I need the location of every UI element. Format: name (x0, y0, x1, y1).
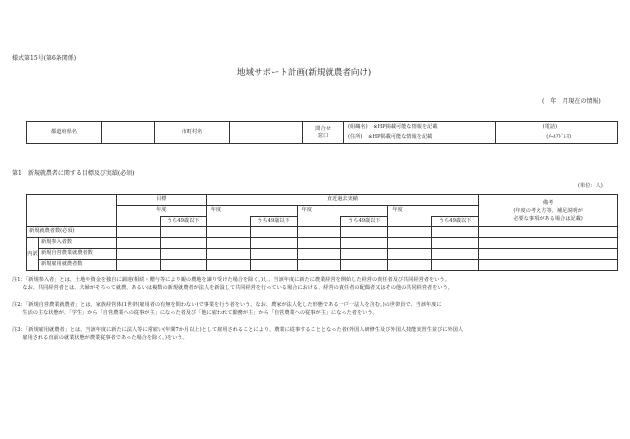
recent3-total-head (388, 217, 432, 227)
table-cell[interactable] (479, 238, 618, 249)
row-employed-label: 新規雇用就農者数 (38, 260, 116, 271)
table-row (27, 260, 618, 271)
table-cell[interactable] (341, 260, 388, 271)
recent1-total-head (206, 217, 250, 227)
page-title: 地域サポート計画(新規就農者向け) (237, 68, 372, 78)
prefecture-value[interactable] (102, 122, 155, 144)
table-cell[interactable] (206, 260, 250, 271)
recent3-fiscal-year: 年度 (388, 206, 479, 217)
recent2-total-head (297, 217, 341, 227)
table-cell[interactable] (297, 227, 341, 238)
mail-cell[interactable] (496, 133, 618, 144)
table-cell[interactable] (206, 249, 250, 260)
row-entry-label: 新規参入者数 (38, 238, 116, 249)
table-cell[interactable] (160, 238, 206, 249)
note-3: 注3：「新規雇用就農者」とは、当該年度に新たに法人等に常雇い(年間7か月以上)として雇用されることにより、農業に従事することとなった者(外国人研修生及び外国人技能実習生並びに外国人 (12, 327, 464, 333)
table-cell[interactable] (341, 249, 388, 260)
table-cell[interactable] (250, 227, 297, 238)
table-cell[interactable] (297, 238, 341, 249)
table-row (27, 227, 618, 238)
municipality-value[interactable] (230, 122, 303, 144)
contact-label: 問合せ 窓口 (303, 122, 344, 144)
table-cell[interactable] (116, 249, 160, 260)
recent1-under49: うち49歳以下 (250, 217, 297, 227)
phone-cell[interactable] (496, 122, 618, 133)
recent1-fiscal-year: 年度 (206, 206, 297, 217)
table-cell[interactable] (432, 249, 479, 260)
note-1: 注1：「新規参入者」とは、土地や資金を独自に調達(相続・贈与等により親の農地を譲り受けた場合を除く。)し、当該年度に新たに農業経営を開始した経営の責任者及び共同経営者をいう。 (12, 277, 450, 283)
table-cell[interactable] (297, 249, 341, 260)
table-cell[interactable] (388, 238, 432, 249)
target-total-head (116, 217, 160, 227)
table-cell[interactable] (479, 260, 618, 271)
table-cell[interactable] (432, 260, 479, 271)
contact-table (26, 121, 618, 144)
form-number: 様式第15号(第6条関係) (12, 55, 77, 62)
table-cell[interactable] (160, 227, 206, 238)
recent2-under49: うち49歳以下 (341, 217, 388, 227)
row-total-label: 新規就農者数(必須) (27, 227, 117, 238)
note-3-cont: 雇用される直前の就業状態が農業従事者であった場合を除く。)をいう。 (12, 335, 188, 341)
table-cell[interactable] (116, 238, 160, 249)
table-cell[interactable] (116, 227, 160, 238)
mail-label: (ﾒｰﾙｱﾄﾞﾚｽ) (546, 134, 571, 141)
org-label: (組織名) (348, 123, 368, 130)
table-cell[interactable] (432, 227, 479, 238)
phone-label: (電話) (542, 123, 557, 130)
table-cell[interactable] (388, 227, 432, 238)
address-label: (住所) (348, 134, 363, 141)
address-cell[interactable] (344, 133, 496, 144)
recent2-fiscal-year: 年度 (297, 206, 388, 217)
table-cell[interactable] (432, 238, 479, 249)
address-note: ※HP掲載可能な情報を記載 (368, 134, 433, 141)
date-note: ( 年 月現在の情報) (542, 98, 601, 105)
section1-heading: 第1 新規就農者に関する目標及び実績(必須) (12, 170, 135, 177)
header-target: 目標 (116, 195, 206, 206)
row-self-label: 新規自営農業就農者数 (38, 249, 116, 260)
table-cell[interactable] (160, 249, 206, 260)
table-cell[interactable] (388, 249, 432, 260)
recent3-under49: うち49歳以下 (432, 217, 479, 227)
target-fiscal-year: 年度 (116, 206, 206, 217)
org-cell[interactable] (344, 122, 496, 133)
table-cell[interactable] (479, 227, 618, 238)
table-cell[interactable] (479, 249, 618, 260)
table-cell[interactable] (341, 227, 388, 238)
header-remarks: 備考 (年度の考え方等、補足説明が 必要な事項がある場合は記載) (479, 195, 618, 227)
municipality-label: 市町村名 (155, 122, 230, 144)
table-cell[interactable] (116, 260, 160, 271)
org-note: ※HP掲載可能な情報を記載 (373, 123, 438, 130)
breakdown-label: 内訳 (27, 238, 39, 271)
table-cell[interactable] (250, 238, 297, 249)
unit-label: (単位：人) (578, 183, 603, 189)
header-recent: 直近過去実績 (206, 195, 478, 206)
target-under49: うち49歳以下 (160, 217, 206, 227)
table-cell[interactable] (206, 238, 250, 249)
table-row (27, 249, 618, 260)
table-cell[interactable] (250, 249, 297, 260)
table-cell[interactable] (297, 260, 341, 271)
targets-table (26, 194, 618, 271)
note-1-cont: なお、共同経営者とは、夫婦がそろって就農、あるいは複数の新規就農者が法人を新設して共同経営を行っている場合における、経営の責任者の配偶者又はその他の共同経営者をいう。 (12, 285, 453, 291)
corner-cell (27, 195, 117, 227)
table-row (27, 238, 618, 249)
note-2-cont: 生活の主な状態が、「学生」から「自営農業への従事が主」になった者及び「他に雇われて勤務が主」から「自営農業への従事が主」になった者をいう。 (12, 310, 378, 316)
table-cell[interactable] (250, 260, 297, 271)
prefecture-label: 都道府県名 (27, 122, 102, 144)
table-cell[interactable] (160, 260, 206, 271)
table-cell[interactable] (388, 260, 432, 271)
table-cell[interactable] (341, 238, 388, 249)
table-cell[interactable] (206, 227, 250, 238)
note-2: 注2：「新規自営農業就農者」とは、家族経営体(1世帯(雇用者の有無を問わない)で事業を行う者をいう。なお、農家が法人化した形態である一戸一法人を含む。)の世帯員で、当該年度に (12, 302, 442, 308)
